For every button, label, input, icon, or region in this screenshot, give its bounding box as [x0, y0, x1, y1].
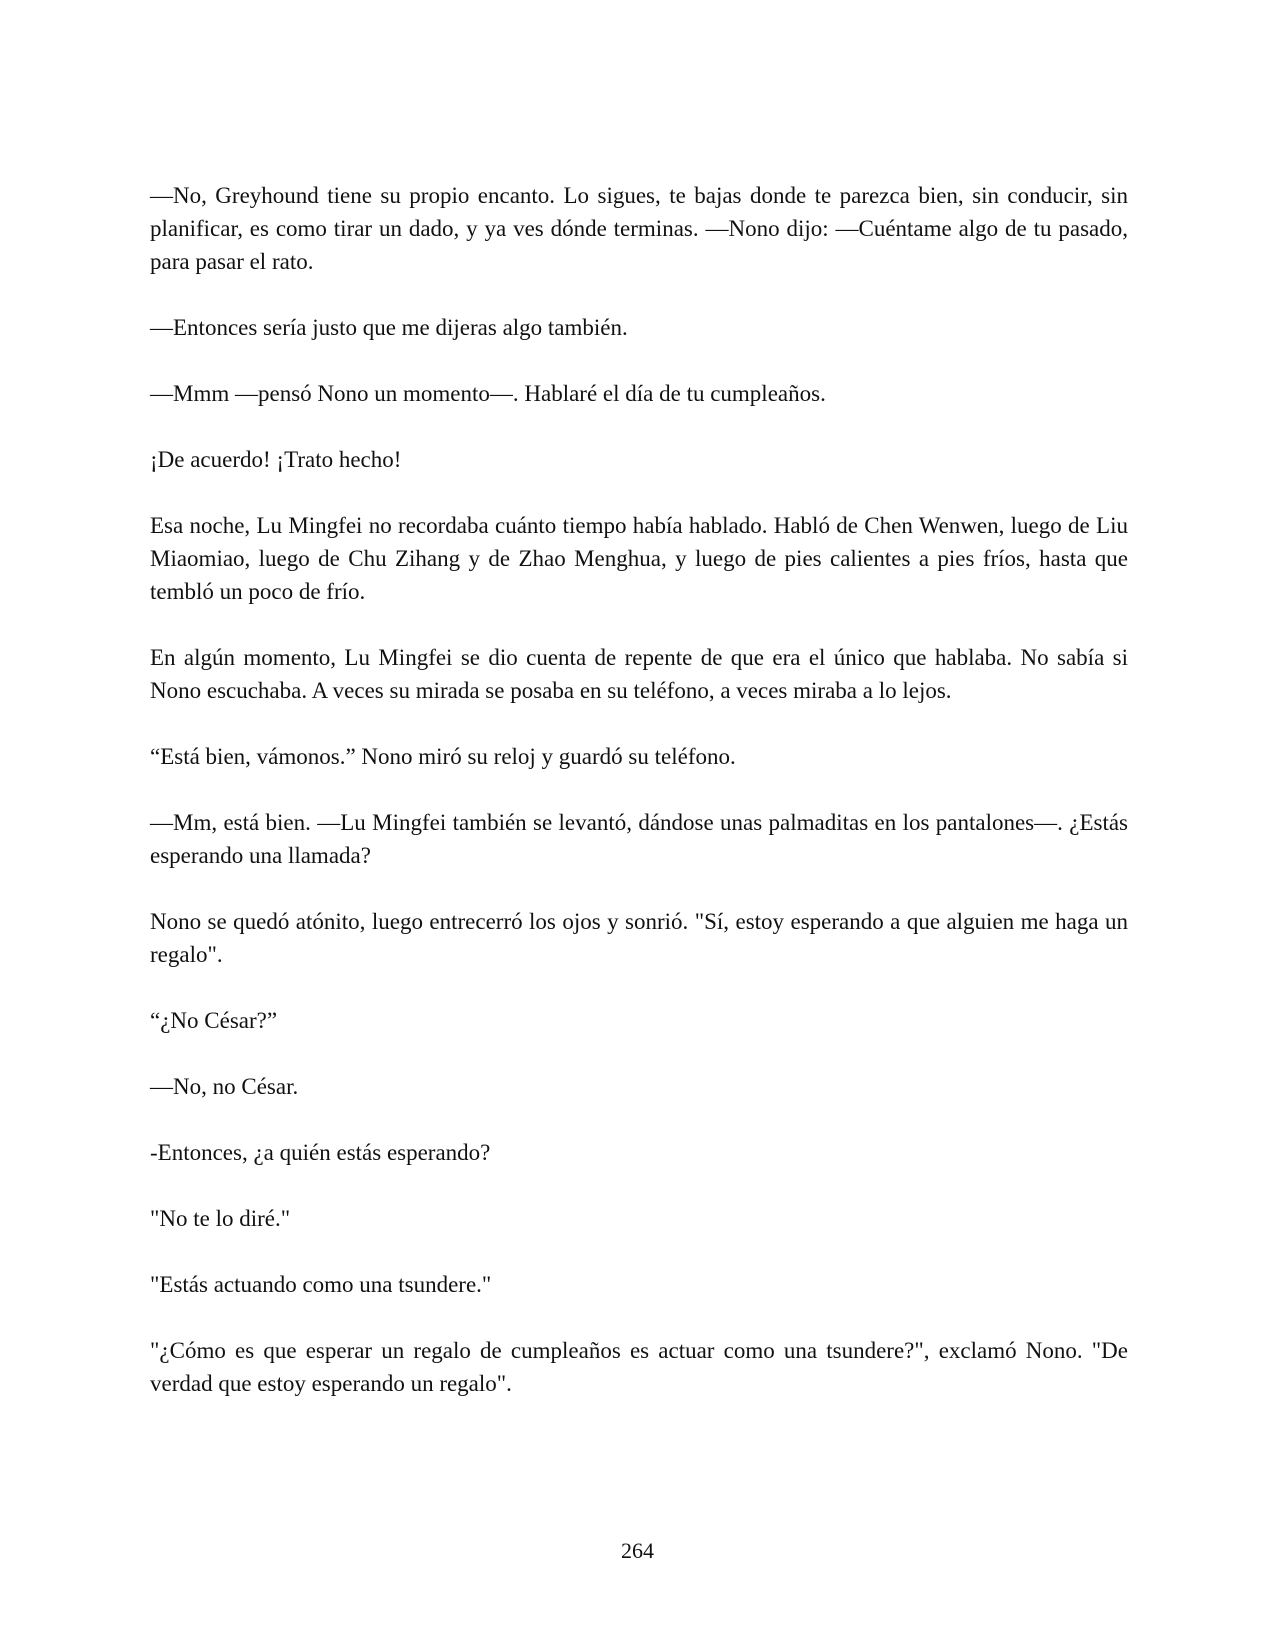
paragraph: “¿No César?”	[150, 1008, 278, 1033]
paragraph: —Mm, está bien. —Lu Mingfei también se levantó, dándose unas palmaditas en los pantalones—. ¿Estás esperando una llamada?	[150, 810, 1128, 868]
paragraph: "No te lo diré."	[150, 1206, 291, 1231]
paragraph: —No, Greyhound tiene su propio encanto. Lo sigues, te bajas donde te parezca bien, sin conducir, sin planificar, es como tirar un dado, y ya ves dónde terminas. —Nono dijo: —Cuéntame algo de tu pasado, para pasar el rato.	[150, 183, 1128, 274]
paragraph: ¡De acuerdo! ¡Trato hecho!	[150, 447, 402, 472]
paragraph: —Mmm —pensó Nono un momento—. Hablaré el día de tu cumpleaños.	[150, 381, 826, 406]
paragraph: “Está bien, vámonos.” Nono miró su reloj y guardó su teléfono.	[150, 744, 736, 769]
paragraph: Nono se quedó atónito, luego entrecerró los ojos y sonrió. "Sí, estoy esperando a que alguien me haga un regalo".	[150, 909, 1128, 967]
paragraph: En algún momento, Lu Mingfei se dio cuenta de repente de que era el único que hablaba. No sabía si Nono escuchaba. A veces su mirada se posaba en su teléfono, a veces miraba a lo lejos.	[150, 645, 1128, 703]
paragraph: "¿Cómo es que esperar un regalo de cumpleaños es actuar como una tsundere?", exclamó Nono. "De verdad que estoy esperando un regalo".	[150, 1338, 1128, 1396]
page-number: 264	[621, 1538, 654, 1563]
paragraph: "Estás actuando como una tsundere."	[150, 1272, 492, 1297]
page-body	[150, 179, 1128, 1433]
paragraph: Esa noche, Lu Mingfei no recordaba cuánto tiempo había hablado. Habló de Chen Wenwen, luego de Liu Miaomiao, luego de Chu Zihang y de Zhao Menghua, y luego de pies calientes a pies fríos, hasta que tembló un poco de frío.	[150, 513, 1128, 604]
paragraph: —Entonces sería justo que me dijeras algo también.	[150, 315, 628, 340]
paragraph: -Entonces, ¿a quién estás esperando?	[150, 1140, 491, 1165]
paragraph: —No, no César.	[150, 1074, 299, 1099]
